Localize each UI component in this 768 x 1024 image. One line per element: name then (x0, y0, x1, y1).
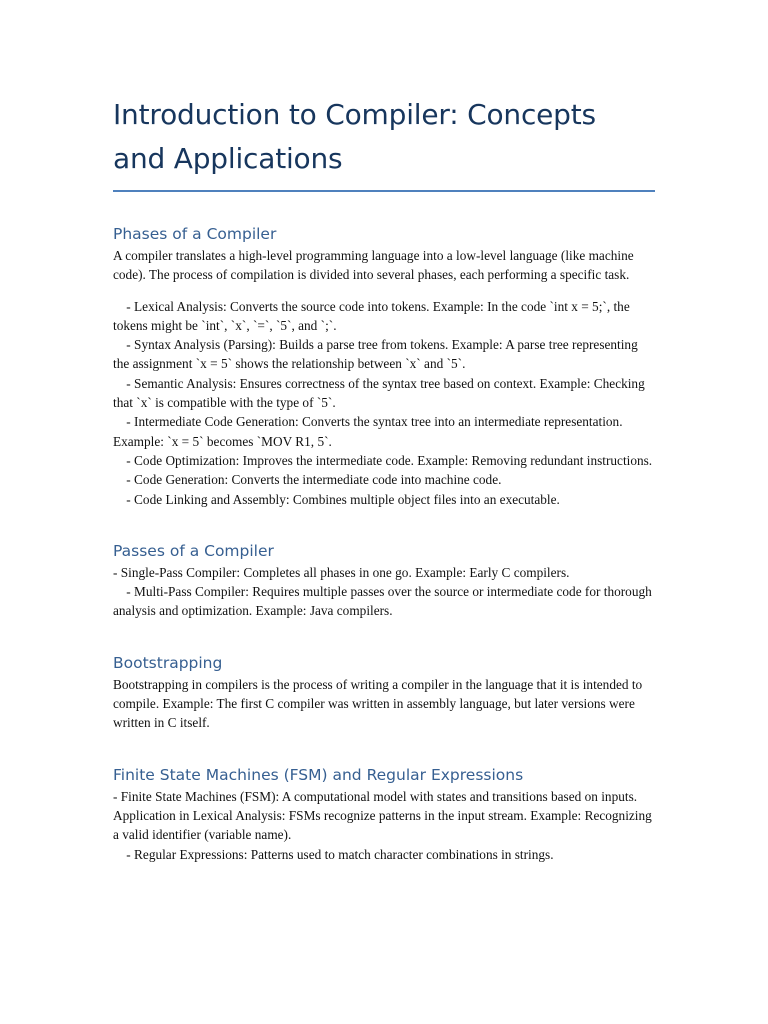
section-heading-phases: Phases of a Compiler (113, 225, 277, 243)
title-divider (113, 190, 655, 192)
section-heading-passes: Passes of a Compiler (113, 541, 274, 560)
section-paragraph: Bootstrapping in compilers is the process of writing a compiler in the language that it is intended to compile. Example: The first C compiler was written in assembly language, but later versions were written in C itself. (113, 676, 646, 731)
section-paragraph: A compiler translates a high-level programming language into a low-level language (like machine code). The process of compilation is divided into several phases, each performing a specific task. (113, 248, 637, 283)
page-title: Introduction to Compiler: Concepts and Applications (113, 98, 596, 175)
section-paragraph: - Single-Pass Compiler: Completes all phases in one go. Example: Early C compilers. - Multi-Pass Compiler: Requires multiple passes over the source or intermediate code for thorough analysis and optimization. Example: Java compilers. (113, 564, 652, 619)
section-heading-fsm: Finite State Machines (FSM) and Regular Expressions (113, 765, 524, 784)
section-heading-bootstrapping: Bootstrapping (113, 653, 223, 672)
document-page (113, 0, 655, 864)
section-paragraph: - Lexical Analysis: Converts the source code into tokens. Example: In the code `int x = 5;`, the tokens might be `int`, `x`, `=`, `5`, and `;`. - Syntax Analysis (Parsing): Builds a parse tree from tokens. Example: A parse tree representing the assignment `x = 5` shows the relationship between `x` and `5`. - Semantic Analysis: Ensures correctness of the syntax tree based on context. Example: Checking that `x` is compatible with the type of `5`. - Intermediate Code Generation: Converts the syntax tree into an intermediate representation. Example: `x = 5` becomes `MOV R1, 5`. - Code Optimization: Improves the intermediate code. Example: Removing redundant instructions. - Code Generation: Converts the intermediate code into machine code. - Code Linking and Assembly: Combines multiple object files into an executable. (113, 298, 653, 507)
section-paragraph: - Finite State Machines (FSM): A computational model with states and transitions based on inputs. Application in Lexical Analysis: FSMs recognize patterns in the input stream. Example: Recognizing a valid identifier (variable name). - Regular Expressions: Patterns used to match character combinations in strings. (113, 788, 652, 862)
